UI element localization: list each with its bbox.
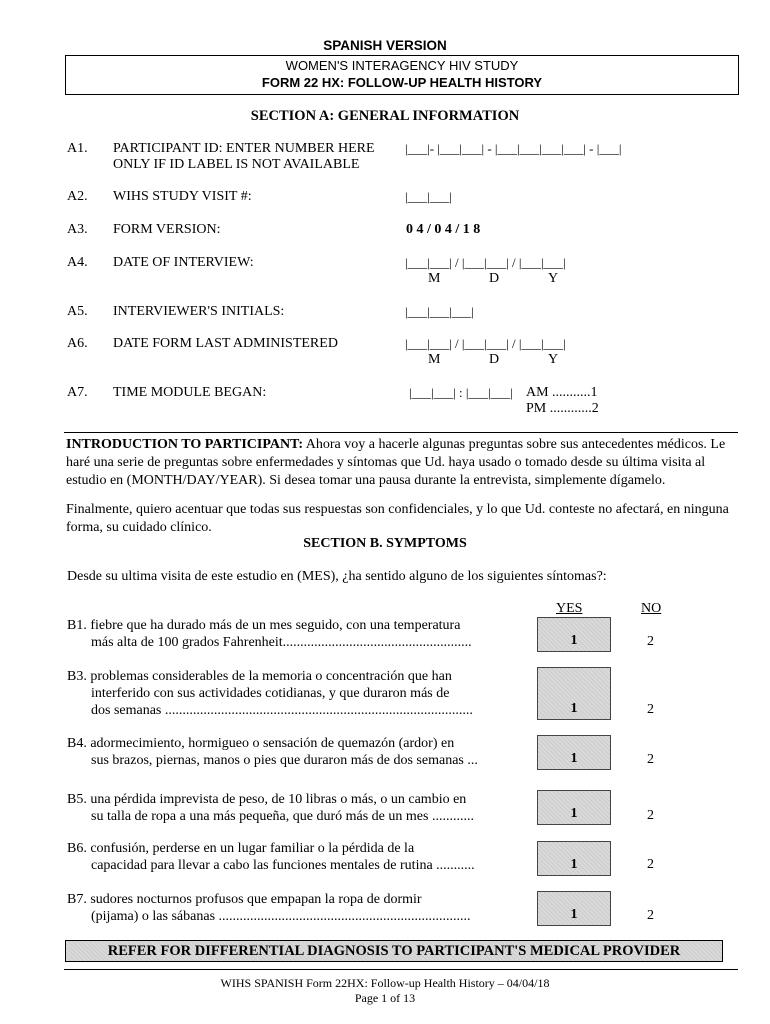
study-visit-field[interactable]: |___|___|	[405, 189, 452, 204]
b3-yes-code: 1	[570, 701, 578, 716]
b7-no-code[interactable]: 2	[647, 908, 654, 923]
participant-id-field[interactable]: |___|- |___|___| - |___|___|___|___| - |___|	[405, 141, 622, 156]
section-b-title: SECTION B. SYMPTOMS	[303, 536, 467, 551]
module-time-field[interactable]: |___|___| : |___|___|	[409, 385, 513, 400]
a7-number: A7.	[67, 385, 88, 400]
b7-yes-code: 1	[570, 907, 578, 922]
intro-paragraph	[66, 436, 738, 490]
b3-no-code[interactable]: 2	[647, 702, 654, 717]
b5-text-line2: su talla de ropa a una más pequeña, que duró más de un mes ............	[91, 809, 474, 824]
form-version-value: 0 4 / 0 4 / 1 8	[406, 222, 481, 237]
b6-text-line2: capacidad para llevar a cabo las funciones mentales de rutina ...........	[91, 858, 475, 873]
a3-label: FORM VERSION:	[113, 222, 221, 237]
b6-no-code[interactable]: 2	[647, 857, 654, 872]
a2-label: WIHS STUDY VISIT #:	[113, 189, 252, 204]
b4-text-line2: sus brazos, piernas, manos o pies que duraron más de dos semanas ...	[91, 753, 478, 768]
b5-yes-box[interactable]	[537, 790, 611, 825]
footer-rule	[64, 969, 738, 970]
a1-label-line2: ONLY IF ID LABEL IS NOT AVAILABLE	[113, 157, 360, 172]
refer-instruction-box: REFER FOR DIFFERENTIAL DIAGNOSIS TO PARTICIPANT'S MEDICAL PROVIDER	[65, 940, 723, 962]
a1-label: PARTICIPANT ID: ENTER NUMBER HERE	[113, 141, 375, 156]
interviewer-initials-field[interactable]: |___|___|___|	[405, 304, 474, 319]
b6-yes-code: 1	[570, 857, 578, 872]
yes-column-header: YES	[556, 601, 583, 616]
a6-number: A6.	[67, 336, 88, 351]
b4-yes-code: 1	[570, 751, 578, 766]
b3-yes-box[interactable]	[537, 667, 611, 720]
b4-yes-box[interactable]	[537, 735, 611, 770]
last-date-year-label: Y	[548, 352, 559, 367]
a4-number: A4.	[67, 255, 88, 270]
b6-text-line1: B6. confusión, perderse en un lugar familiar o la pérdida de la	[67, 841, 415, 856]
a3-number: A3.	[67, 222, 88, 237]
interview-date-day-label: D	[489, 271, 500, 286]
a4-label: DATE OF INTERVIEW:	[113, 255, 254, 270]
b4-no-code[interactable]: 2	[647, 752, 654, 767]
intro-lead: INTRODUCTION TO PARTICIPANT:	[66, 437, 304, 452]
a5-label: INTERVIEWER'S INITIALS:	[113, 304, 285, 319]
a2-number: A2.	[67, 189, 88, 204]
last-administered-date-field[interactable]: |___|___| / |___|___| / |___|___|	[405, 336, 566, 351]
a5-number: A5.	[67, 304, 88, 319]
pm-option[interactable]: PM ............2	[526, 401, 599, 416]
b1-yes-box[interactable]	[537, 617, 611, 652]
last-date-day-label: D	[489, 352, 500, 367]
intro-text: Ahora voy a hacerle algunas preguntas sobre sus antecedentes médicos. Le haré una serie de preguntas sobre enfermedades y síntomas que Ud. haya usado o tomado desde su última visita al estudio en (MONTH/DAY/YEAR). Si desea tomar una pausa durante la entrevista, simplemente dígamelo.	[66, 437, 726, 488]
b3-text-line2: interferido con sus actividades cotidianas, y que duraron más de	[91, 686, 450, 701]
a6-label: DATE FORM LAST ADMINISTERED	[113, 336, 338, 351]
b7-yes-box[interactable]	[537, 891, 611, 926]
intro-paragraph-2: Finalmente, quiero acentuar que todas sus respuestas son confidenciales, y lo que Ud. conteste no afectará, en ninguna forma, su cuidado clínico.	[66, 502, 729, 535]
section-divider	[64, 432, 738, 433]
a7-label: TIME MODULE BEGAN:	[113, 385, 267, 400]
form-language-label: SPANISH VERSION	[323, 38, 447, 53]
b1-text-line1: B1. fiebre que ha durado más de un mes seguido, con una temperatura	[67, 618, 461, 633]
b1-yes-code: 1	[570, 633, 578, 648]
b5-no-code[interactable]: 2	[647, 808, 654, 823]
b1-no-code[interactable]: 2	[647, 634, 654, 649]
form-header-box	[65, 55, 739, 95]
study-title: WOMEN'S INTERAGENCY HIV STUDY	[285, 58, 519, 73]
form-title: FORM 22 HX: FOLLOW-UP HEALTH HISTORY	[261, 75, 543, 90]
a1-number: A1.	[67, 141, 88, 156]
last-date-month-label: M	[428, 352, 441, 367]
b3-text-line1: B3. problemas considerables de la memoria o concentración que han	[67, 669, 452, 684]
b4-text-line1: B4. adormecimiento, hormigueo o sensación de quemazón (ardor) en	[67, 736, 455, 751]
interview-date-year-label: Y	[548, 271, 559, 286]
footer-form-info: WIHS SPANISH Form 22HX: Follow-up Health History – 04/04/18	[220, 976, 550, 990]
footer-page-number: Page 1 of 13	[354, 991, 416, 1005]
section-b-question: Desde su ultima visita de este estudio en (MES), ¿ha sentido alguno de los siguientes síntomas?:	[67, 569, 607, 584]
am-option[interactable]: AM ...........1	[526, 385, 598, 400]
b6-yes-box[interactable]	[537, 841, 611, 876]
b5-yes-code: 1	[570, 806, 578, 821]
interview-date-month-label: M	[428, 271, 441, 286]
b1-text-line2: más alta de 100 grados Fahrenheit......................................................	[91, 635, 472, 650]
b7-text-line1: B7. sudores nocturnos profusos que empapan la ropa de dormir	[67, 892, 422, 907]
b3-text-line3: dos semanas ........................................................................................	[91, 703, 473, 718]
b5-text-line1: B5. una pérdida imprevista de peso, de 10 libras o más, o un cambio en	[67, 792, 467, 807]
no-column-header: NO	[641, 601, 662, 616]
b7-text-line2: (pijama) o las sábanas ........................................................................	[91, 909, 471, 924]
interview-date-field[interactable]: |___|___| / |___|___| / |___|___|	[405, 255, 566, 270]
section-a-title: SECTION A: GENERAL INFORMATION	[250, 108, 520, 124]
